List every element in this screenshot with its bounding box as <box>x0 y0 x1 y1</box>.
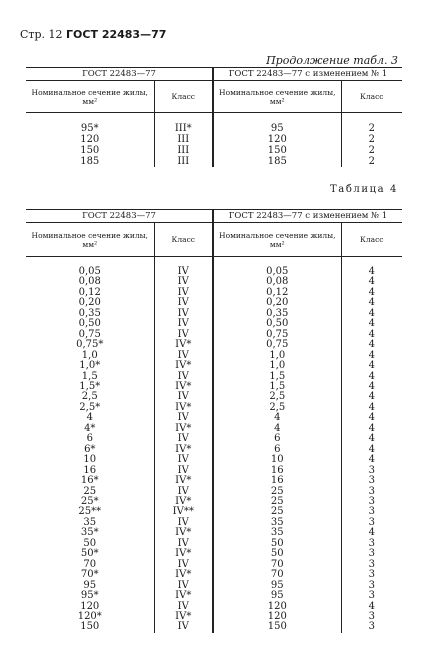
table-4-body <box>26 257 402 633</box>
cell-section-original: 0,75* <box>26 340 154 350</box>
cell-class-amended: 3 <box>368 590 375 602</box>
page-header <box>20 28 166 41</box>
cell-section-amended: 1,5 <box>213 382 341 392</box>
cell-class-original: IV* <box>154 382 213 392</box>
cell-class-amended: 4 <box>368 422 375 434</box>
cell-section-original: 1,0* <box>26 361 154 371</box>
cell-section-amended: 150 <box>213 622 341 632</box>
spacer-cell <box>213 113 341 124</box>
cell-class-amended: 3 <box>368 579 375 591</box>
cell-class-amended: 4 <box>368 391 375 403</box>
cell-class-original: IV <box>154 518 213 528</box>
cell-class-amended: 3 <box>368 464 375 476</box>
cell-section-original: 0,20 <box>26 298 154 308</box>
cell-section-amended: 0,12 <box>213 288 341 298</box>
cell-class-amended: 4 <box>368 297 375 309</box>
cell-class-amended: 4 <box>368 527 375 539</box>
cell-section-amended: 0,75 <box>213 340 341 350</box>
cell-section-original: 120 <box>26 602 154 612</box>
table-row <box>26 403 402 413</box>
table-row <box>26 434 402 444</box>
cell-section-original: 0,50 <box>26 319 154 329</box>
cell-section-amended: 4 <box>213 413 341 423</box>
cell-class-amended: 4 <box>368 276 375 288</box>
cell-class-original: IV* <box>154 445 213 455</box>
table-row <box>26 413 402 423</box>
cell-class-amended: 4 <box>368 433 375 445</box>
table-row <box>26 361 402 371</box>
cell-section-amended: 6 <box>213 434 341 444</box>
cell-class-original: IV <box>154 392 213 402</box>
cell-section-amended: 6 <box>213 445 341 455</box>
cell-class-amended: 3 <box>368 485 375 497</box>
cell-class-amended: 3 <box>368 506 375 518</box>
page-number: Стр. 12 <box>20 28 63 41</box>
cell-class-amended: 3 <box>368 548 375 560</box>
cell-class-amended: 4 <box>368 286 375 298</box>
cell-section-original: 4* <box>26 424 154 434</box>
cell-class-original: IV <box>154 309 213 319</box>
cell-class-original: IV* <box>154 570 213 580</box>
cell-section-amended: 50 <box>213 539 341 549</box>
cell-section-amended: 120 <box>213 612 341 622</box>
cell-section-amended: 70 <box>213 570 341 580</box>
cell-class-amended: 4 <box>368 339 375 351</box>
cell-section-original: 95* <box>26 123 154 134</box>
cell-class-original: IV* <box>154 361 213 371</box>
cell-class-amended: 4 <box>368 401 375 413</box>
cell-section-amended: 120 <box>213 602 341 612</box>
cell-section-original: 95 <box>26 581 154 591</box>
spacer-row <box>26 113 402 124</box>
table-row <box>26 591 402 601</box>
column-header-class: Класс <box>154 81 213 113</box>
cell-section-amended: 25 <box>213 507 341 517</box>
column-header-section: Номинальное сечение жилы, мм² <box>26 223 154 257</box>
cell-class-original: IV* <box>154 424 213 434</box>
table-row <box>26 134 402 145</box>
cell-class-amended: 4 <box>368 307 375 319</box>
group-header-original: ГОСТ 22483—77 <box>26 210 213 223</box>
cell-class-original: III* <box>154 123 213 134</box>
cell-section-amended: 4 <box>213 424 341 434</box>
cell-class-amended: 3 <box>368 621 375 633</box>
cell-section-original: 35 <box>26 518 154 528</box>
column-header-class: Класс <box>341 81 402 113</box>
cell-section-amended: 50 <box>213 549 341 559</box>
cell-class-amended: 3 <box>368 475 375 487</box>
cell-section-amended: 1,0 <box>213 361 341 371</box>
cell-section-amended: 95 <box>213 591 341 601</box>
cell-class-original: III <box>154 134 213 145</box>
cell-class-original: IV <box>154 455 213 465</box>
cell-section-amended: 16 <box>213 466 341 476</box>
cell-section-original: 70* <box>26 570 154 580</box>
cell-class-amended: 3 <box>368 537 375 549</box>
cell-section-original: 0,75 <box>26 330 154 340</box>
cell-section-original: 0,05 <box>26 267 154 277</box>
cell-section-original: 25* <box>26 497 154 507</box>
table-row <box>26 156 402 167</box>
cell-section-original: 120 <box>26 134 154 145</box>
cell-class-amended: 4 <box>368 600 375 612</box>
cell-section-amended: 70 <box>213 560 341 570</box>
cell-class-original: IV <box>154 319 213 329</box>
cell-class-original: IV* <box>154 340 213 350</box>
cell-section-original: 1,5 <box>26 372 154 382</box>
spacer-cell <box>154 113 213 124</box>
spacer-cell <box>341 113 402 124</box>
cell-class-original: IV* <box>154 403 213 413</box>
table-3-body <box>26 113 402 168</box>
cell-class-original: IV <box>154 602 213 612</box>
cell-section-original: 16 <box>26 466 154 476</box>
column-header-class: Класс <box>341 223 402 257</box>
cell-section-amended: 0,08 <box>213 277 341 287</box>
table-3 <box>26 67 402 167</box>
cell-section-original: 25 <box>26 487 154 497</box>
cell-section-amended: 0,20 <box>213 298 341 308</box>
cell-class-amended: 3 <box>368 495 375 507</box>
cell-section-amended: 25 <box>213 497 341 507</box>
cell-section-original: 150 <box>26 622 154 632</box>
cell-section-amended: 0,75 <box>213 330 341 340</box>
cell-class-original: IV <box>154 298 213 308</box>
cell-section-original: 6* <box>26 445 154 455</box>
cell-class-amended: 3 <box>368 610 375 622</box>
cell-class-amended: 4 <box>368 454 375 466</box>
cell-section-amended: 185 <box>213 156 341 167</box>
cell-section-original: 50 <box>26 539 154 549</box>
cell-class-original: IV <box>154 487 213 497</box>
cell-class-original: IV* <box>154 591 213 601</box>
cell-section-amended: 1,5 <box>213 372 341 382</box>
cell-class-amended: 4 <box>368 380 375 392</box>
cell-class-amended: 3 <box>368 516 375 528</box>
cell-class-original: IV* <box>154 497 213 507</box>
cell-class-amended: 4 <box>368 360 375 372</box>
cell-class-original: IV <box>154 413 213 423</box>
cell-section-original: 4 <box>26 413 154 423</box>
cell-section-original: 95* <box>26 591 154 601</box>
spacer-cell <box>26 113 154 124</box>
table-row <box>26 476 402 486</box>
cell-section-amended: 2,5 <box>213 392 341 402</box>
cell-class-amended: 2 <box>368 123 375 134</box>
cell-section-original: 0,12 <box>26 288 154 298</box>
cell-class-original: IV <box>154 539 213 549</box>
cell-section-original: 1,5* <box>26 382 154 392</box>
table-row <box>26 424 402 434</box>
cell-section-amended: 150 <box>213 145 341 156</box>
cell-class-original: IV <box>154 267 213 277</box>
document-code: ГОСТ 22483—77 <box>66 28 167 41</box>
cell-class-amended: 3 <box>368 569 375 581</box>
cell-class-original: IV <box>154 466 213 476</box>
cell-class-original: IV <box>154 288 213 298</box>
cell-section-original: 16* <box>26 476 154 486</box>
cell-class-amended: 2 <box>368 156 375 167</box>
cell-class-original: IV* <box>154 528 213 538</box>
table-4 <box>26 209 402 633</box>
cell-section-amended: 120 <box>213 134 341 145</box>
cell-section-amended: 2,5 <box>213 403 341 413</box>
cell-class-original: IV <box>154 372 213 382</box>
cell-class-original: IV <box>154 560 213 570</box>
cell-section-original: 25** <box>26 507 154 517</box>
cell-section-amended: 16 <box>213 476 341 486</box>
cell-section-amended: 35 <box>213 518 341 528</box>
cell-section-amended: 0,05 <box>213 267 341 277</box>
cell-section-original: 1,0 <box>26 351 154 361</box>
cell-class-amended: 2 <box>368 134 375 145</box>
cell-class-original: IV <box>154 351 213 361</box>
cell-section-amended: 0,50 <box>213 319 341 329</box>
group-header-amended: ГОСТ 22483—77 с изменением № 1 <box>213 210 402 223</box>
cell-section-amended: 10 <box>213 455 341 465</box>
cell-section-amended: 0,35 <box>213 309 341 319</box>
table-4-label: Таблица 4 <box>329 184 398 195</box>
cell-class-amended: 4 <box>368 412 375 424</box>
cell-class-original: III <box>154 156 213 167</box>
cell-section-amended: 35 <box>213 528 341 538</box>
cell-class-original: III <box>154 145 213 156</box>
cell-section-original: 0,08 <box>26 277 154 287</box>
cell-section-original: 10 <box>26 455 154 465</box>
cell-class-original: IV <box>154 330 213 340</box>
cell-section-original: 70 <box>26 560 154 570</box>
cell-section-amended: 25 <box>213 487 341 497</box>
cell-class-amended: 4 <box>368 318 375 330</box>
cell-class-amended: 4 <box>368 349 375 361</box>
table-continuation-label: Продолжение табл. 3 <box>266 54 398 67</box>
cell-section-original: 50* <box>26 549 154 559</box>
column-header-class: Класс <box>154 223 213 257</box>
cell-section-original: 150 <box>26 145 154 156</box>
cell-class-amended: 4 <box>368 266 375 277</box>
cell-class-original: IV <box>154 581 213 591</box>
cell-section-amended: 95 <box>213 123 341 134</box>
cell-class-original: IV <box>154 277 213 287</box>
cell-section-original: 185 <box>26 156 154 167</box>
cell-section-amended: 1,0 <box>213 351 341 361</box>
cell-section-original: 35* <box>26 528 154 538</box>
cell-section-original: 120* <box>26 612 154 622</box>
cell-class-original: IV <box>154 434 213 444</box>
column-header-section: Номинальное сечение жилы, мм² <box>213 223 341 257</box>
table-row <box>26 622 402 632</box>
table-row <box>26 145 402 156</box>
group-header-amended: ГОСТ 22483—77 с изменением № 1 <box>213 68 402 81</box>
cell-class-amended: 2 <box>368 145 375 156</box>
cell-section-original: 0,35 <box>26 309 154 319</box>
cell-section-amended: 95 <box>213 581 341 591</box>
column-header-section: Номинальное сечение жилы, мм² <box>26 81 154 113</box>
cell-class-amended: 3 <box>368 558 375 570</box>
cell-class-original: IV* <box>154 612 213 622</box>
cell-class-original: IV** <box>154 507 213 517</box>
cell-section-original: 2,5* <box>26 403 154 413</box>
cell-section-original: 2,5 <box>26 392 154 402</box>
cell-class-original: IV <box>154 622 213 632</box>
cell-section-original: 6 <box>26 434 154 444</box>
cell-class-amended: 4 <box>368 443 375 455</box>
cell-class-amended: 4 <box>368 328 375 340</box>
cell-class-original: IV* <box>154 549 213 559</box>
column-header-section: Номинальное сечение жилы, мм² <box>213 81 341 113</box>
cell-class-amended: 4 <box>368 370 375 382</box>
group-header-original: ГОСТ 22483—77 <box>26 68 213 81</box>
table-row <box>26 123 402 134</box>
cell-class-original: IV* <box>154 476 213 486</box>
